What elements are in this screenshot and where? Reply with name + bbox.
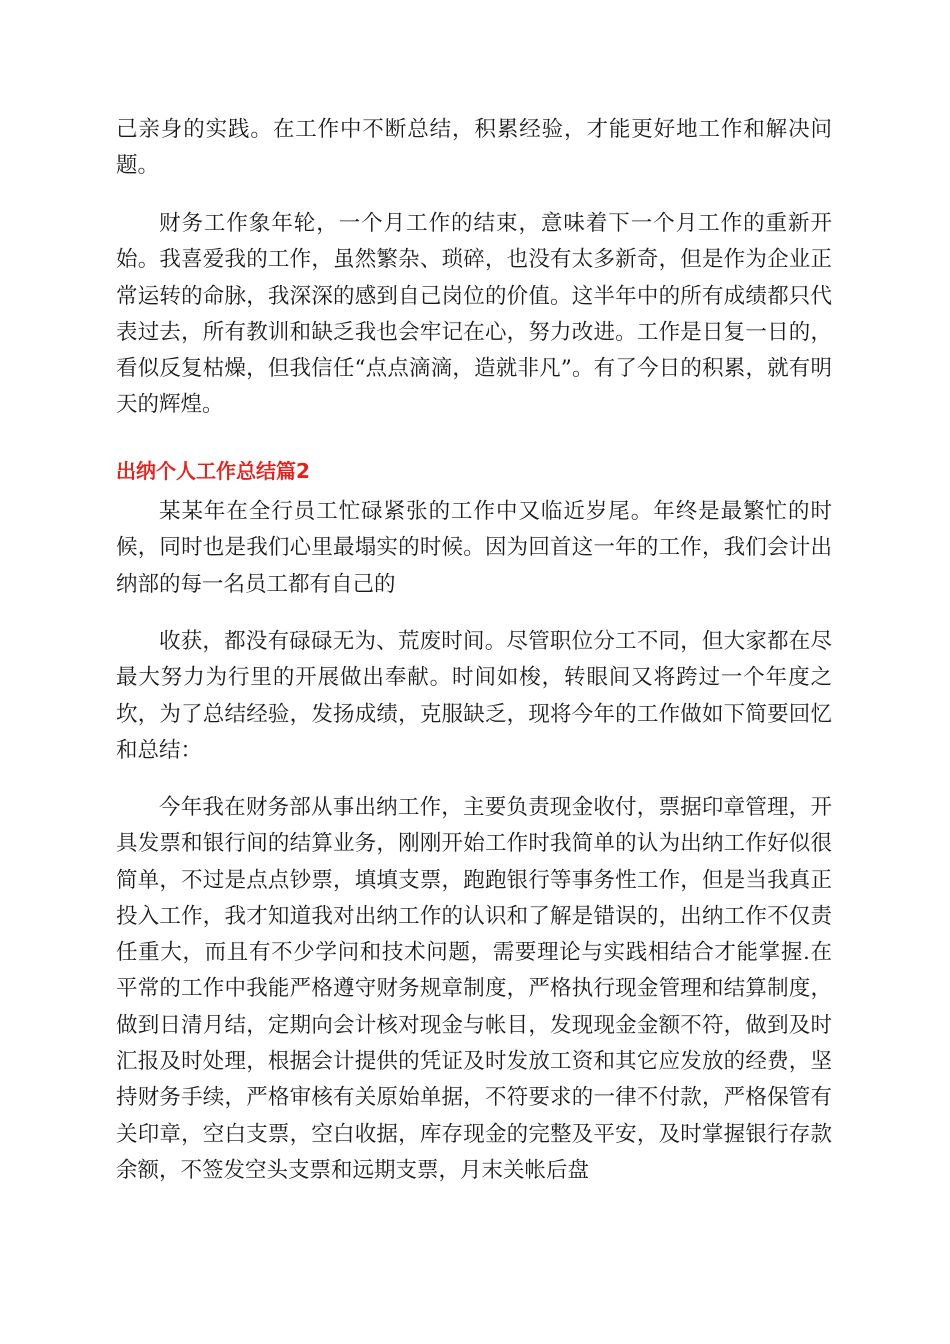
section-heading: 出纳个人工作总结篇2 [116, 459, 310, 483]
paragraph-1: 己亲身的实践。在工作中不断总结，积累经验，才能更好地工作和解决问题。 [116, 117, 832, 179]
paragraph-3: 某某年在全行员工忙碌紧张的工作中又临近岁尾。年终是最繁忙的时候，同时也是我们心里最塌实的时候。因为回首这一年的工作，我们会计出纳部的每一名员工都有自己的 [116, 499, 832, 597]
paragraph-2: 财务工作象年轮，一个月工作的结束，意味着下一个月工作的重新开始。我喜爱我的工作，虽然繁杂、琐碎，也没有太多新奇，但是作为企业正常运转的命脉，我深深的感到自己岗位的价值。这半年中的所有成绩都只代表过去，所有教训和缺乏我也会牢记在心，努力改进。工作是日复一日的，看似反复枯燥，但我信任“点点滴滴，造就非凡”。有了今日的积累，就有明天的辉煌。 [116, 211, 832, 418]
paragraph-5: 今年我在财务部从事出纳工作，主要负责现金收付，票据印章管理，开具发票和银行间的结算业务，刚刚开始工作时我简单的认为出纳工作好似很简单，不过是点点钞票，填填支票，跑跑银行等事务性工作，但是当我真正投入工作，我才知道我对出纳工作的认识和了解是错误的，出纳工作不仅责任重大，而且有不少学问和技术问题，需要理论与实践相结合才能掌握.在平常的工作中我能严格遵守财务规章制度，严格执行现金管理和结算制度，做到日清月结，定期向会计核对现金与帐目，发现现金金额不符，做到及时汇报及时处理，根据会计提供的凭证及时发放工资和其它应发放的经费，坚持财务手续，严格审核有关原始单据，不符要求的一律不付款，严格保管有关印章，空白支票，空白收据，库存现金的完整及平安，及时掌握银行存款余额，不签发空头支票和远期支票，月末关帐后盘 [116, 795, 832, 1183]
paragraph-4: 收获，都没有碌碌无为、荒废时间。尽管职位分工不同，但大家都在尽最大努力为行里的开展做出奉献。时间如梭，转眼间又将跨过一个年度之坎，为了总结经验，发扬成绩，克服缺乏，现将今年的工作做如下简要回忆和总结： [116, 629, 832, 763]
